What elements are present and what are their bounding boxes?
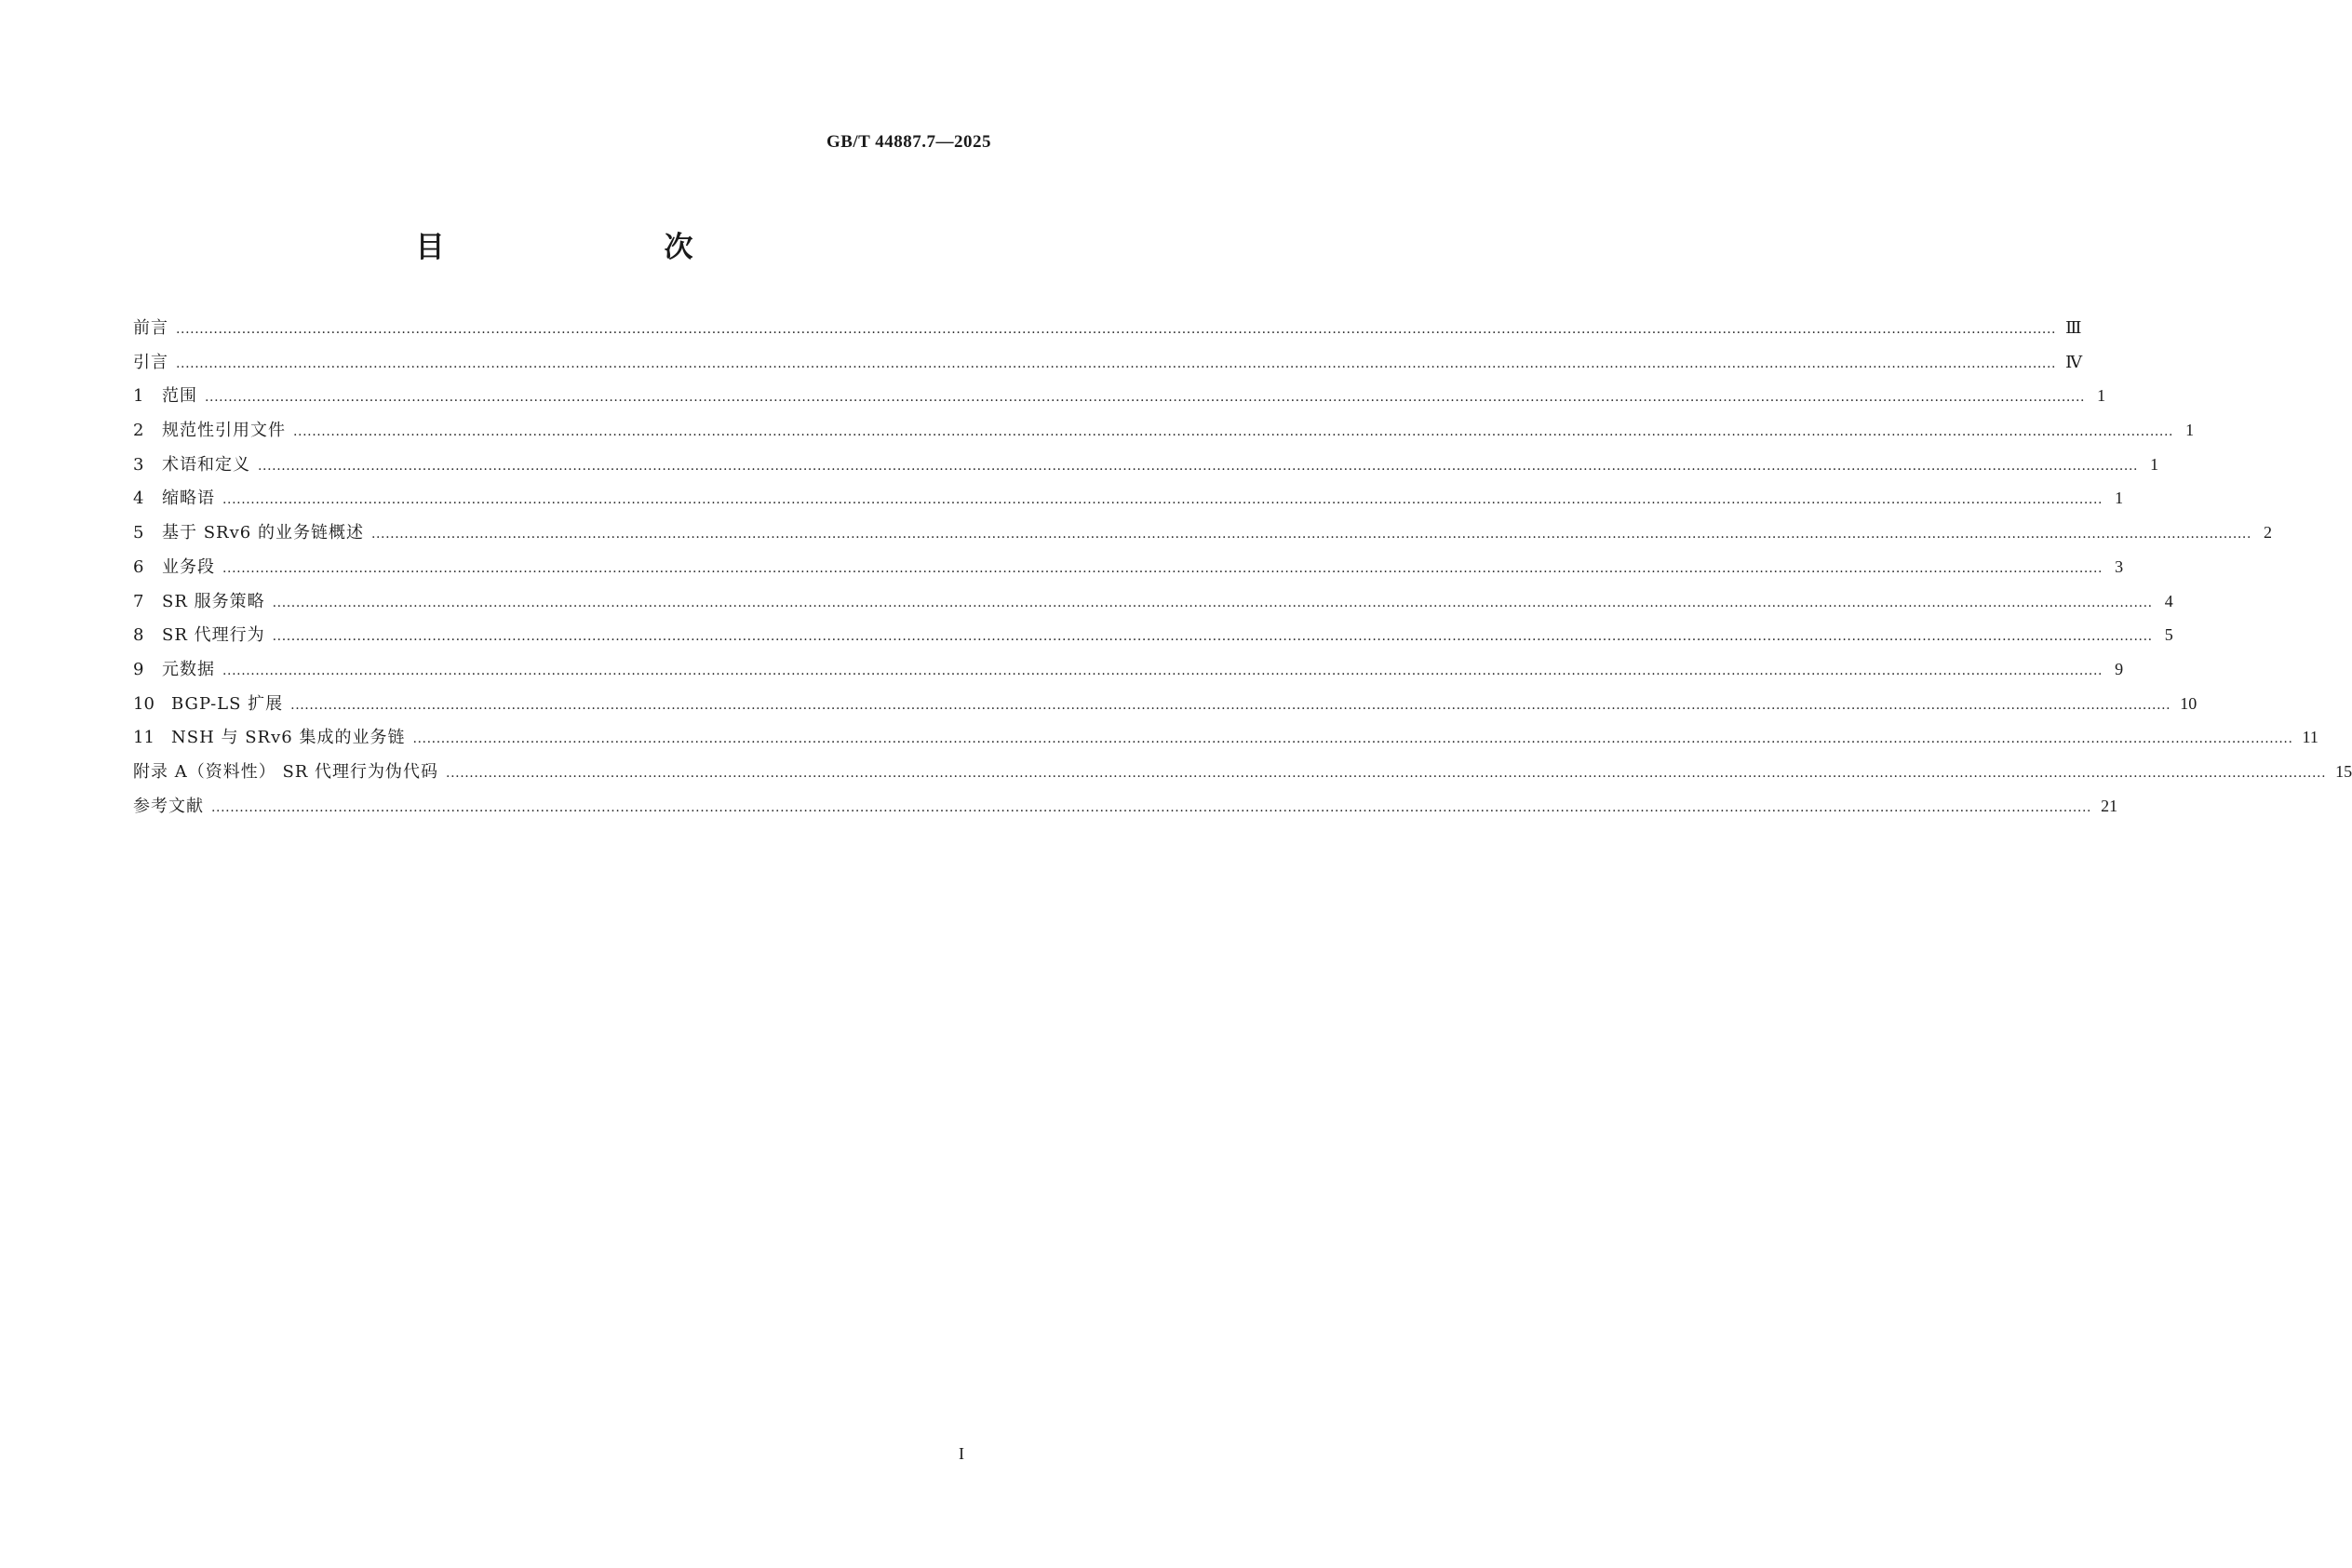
toc-leader: ................................................................................................................................................................................................................................................................................................................................................................................................................ <box>211 799 2092 815</box>
toc-entry-number: 6 <box>133 556 144 577</box>
toc-entry-label: 缩略语 <box>162 489 215 509</box>
toc-leader: ................................................................................................................................................................................................................................................................................................................................................................................................................ <box>412 731 2293 747</box>
toc-entry-number: 1 <box>133 386 144 407</box>
toc-entry-label: 基于 SRv6 的业务链概述 <box>162 523 364 543</box>
toc-entry-annex-a[interactable] <box>133 760 2352 795</box>
toc-entry-label: 参考文献 <box>133 796 204 816</box>
toc-entry-number: 7 <box>133 591 144 611</box>
toc-entry-foreword[interactable] <box>133 316 2082 351</box>
toc-entry-page: 1 <box>2115 489 2124 508</box>
toc-entry-page: 9 <box>2115 659 2124 678</box>
toc-leader: ................................................................................................................................................................................................................................................................................................................................................................................................................ <box>370 527 2252 543</box>
toc-entry-label: 附录 A（资料性） SR 代理行为伪代码 <box>133 761 439 782</box>
toc-entry-bibliography[interactable] <box>133 795 2118 829</box>
toc-entry-label: 范围 <box>162 386 197 407</box>
toc-entry-page: 1 <box>2185 421 2195 440</box>
toc-leader: ................................................................................................................................................................................................................................................................................................................................................................................................................ <box>205 390 2086 406</box>
toc-entry-number: 10 <box>133 693 155 714</box>
toc-entry-page: 1 <box>2150 454 2159 474</box>
page-number: I <box>959 1444 964 1463</box>
toc-entry-10[interactable] <box>133 692 2197 727</box>
toc-entry-number: 9 <box>133 659 144 679</box>
toc-entry-page: 21 <box>2101 796 2118 815</box>
toc-entry-page: 2 <box>2264 523 2273 543</box>
toc-leader: ................................................................................................................................................................................................................................................................................................................................................................................................................ <box>272 595 2153 610</box>
toc-entry-3[interactable] <box>133 453 2159 488</box>
table-of-contents <box>133 316 2352 828</box>
toc-entry-introduction[interactable] <box>133 351 2083 385</box>
page-title: 目 次 <box>415 231 747 264</box>
toc-entry-9[interactable] <box>133 658 2124 692</box>
toc-entry-page: 15 <box>2335 761 2352 781</box>
toc-leader: ................................................................................................................................................................................................................................................................................................................................................................................................................ <box>222 560 2103 576</box>
toc-leader: ................................................................................................................................................................................................................................................................................................................................................................................................................ <box>176 355 2057 371</box>
toc-entry-number: 4 <box>133 489 144 509</box>
toc-entry-label: 规范性引用文件 <box>162 421 286 441</box>
toc-entry-label: 引言 <box>133 352 168 372</box>
toc-entry-page: Ⅲ <box>2065 318 2082 337</box>
toc-entry-page: 1 <box>2097 386 2106 406</box>
toc-entry-5[interactable] <box>133 521 2273 556</box>
toc-entry-page: 11 <box>2302 728 2318 747</box>
toc-entry-number: 8 <box>133 625 144 646</box>
toc-entry-6[interactable] <box>133 556 2124 590</box>
toc-entry-label: SR 服务策略 <box>162 591 265 611</box>
toc-entry-8[interactable] <box>133 623 2173 658</box>
toc-entry-label: 前言 <box>133 318 168 338</box>
toc-leader: ................................................................................................................................................................................................................................................................................................................................................................................................................ <box>222 492 2103 508</box>
toc-entry-page: 3 <box>2115 556 2124 576</box>
toc-leader: ................................................................................................................................................................................................................................................................................................................................................................................................................ <box>176 322 2057 337</box>
toc-leader: ................................................................................................................................................................................................................................................................................................................................................................................................................ <box>293 424 2174 440</box>
toc-entry-label: SR 代理行为 <box>162 625 265 646</box>
toc-entry-page: 5 <box>2164 625 2173 645</box>
toc-entry-4[interactable] <box>133 487 2124 521</box>
standard-code: GB/T 44887.7—2025 <box>826 132 991 152</box>
toc-leader: ................................................................................................................................................................................................................................................................................................................................................................................................................ <box>272 629 2153 645</box>
toc-leader: ................................................................................................................................................................................................................................................................................................................................................................................................................ <box>446 765 2327 781</box>
toc-entry-2[interactable] <box>133 419 2195 453</box>
toc-leader: ................................................................................................................................................................................................................................................................................................................................................................................................................ <box>290 697 2171 713</box>
toc-entry-number: 11 <box>133 728 155 748</box>
toc-entry-label: NSH 与 SRv6 集成的业务链 <box>171 728 406 748</box>
toc-entry-label: 元数据 <box>162 659 215 679</box>
toc-entry-7[interactable] <box>133 590 2173 624</box>
toc-leader: ................................................................................................................................................................................................................................................................................................................................................................................................................ <box>222 663 2103 678</box>
toc-leader: ................................................................................................................................................................................................................................................................................................................................................................................................................ <box>258 458 2139 474</box>
toc-entry-page: Ⅳ <box>2065 352 2083 371</box>
toc-entry-label: BGP-LS 扩展 <box>171 693 284 714</box>
toc-entry-page: 10 <box>2180 693 2197 713</box>
toc-entry-11[interactable] <box>133 726 2318 760</box>
toc-entry-label: 术语和定义 <box>162 454 250 475</box>
toc-entry-label: 业务段 <box>162 556 215 577</box>
toc-entry-page: 4 <box>2164 591 2173 610</box>
toc-entry-number: 2 <box>133 421 144 441</box>
toc-entry-number: 5 <box>133 523 144 543</box>
toc-entry-1[interactable] <box>133 384 2106 419</box>
toc-entry-number: 3 <box>133 454 144 475</box>
